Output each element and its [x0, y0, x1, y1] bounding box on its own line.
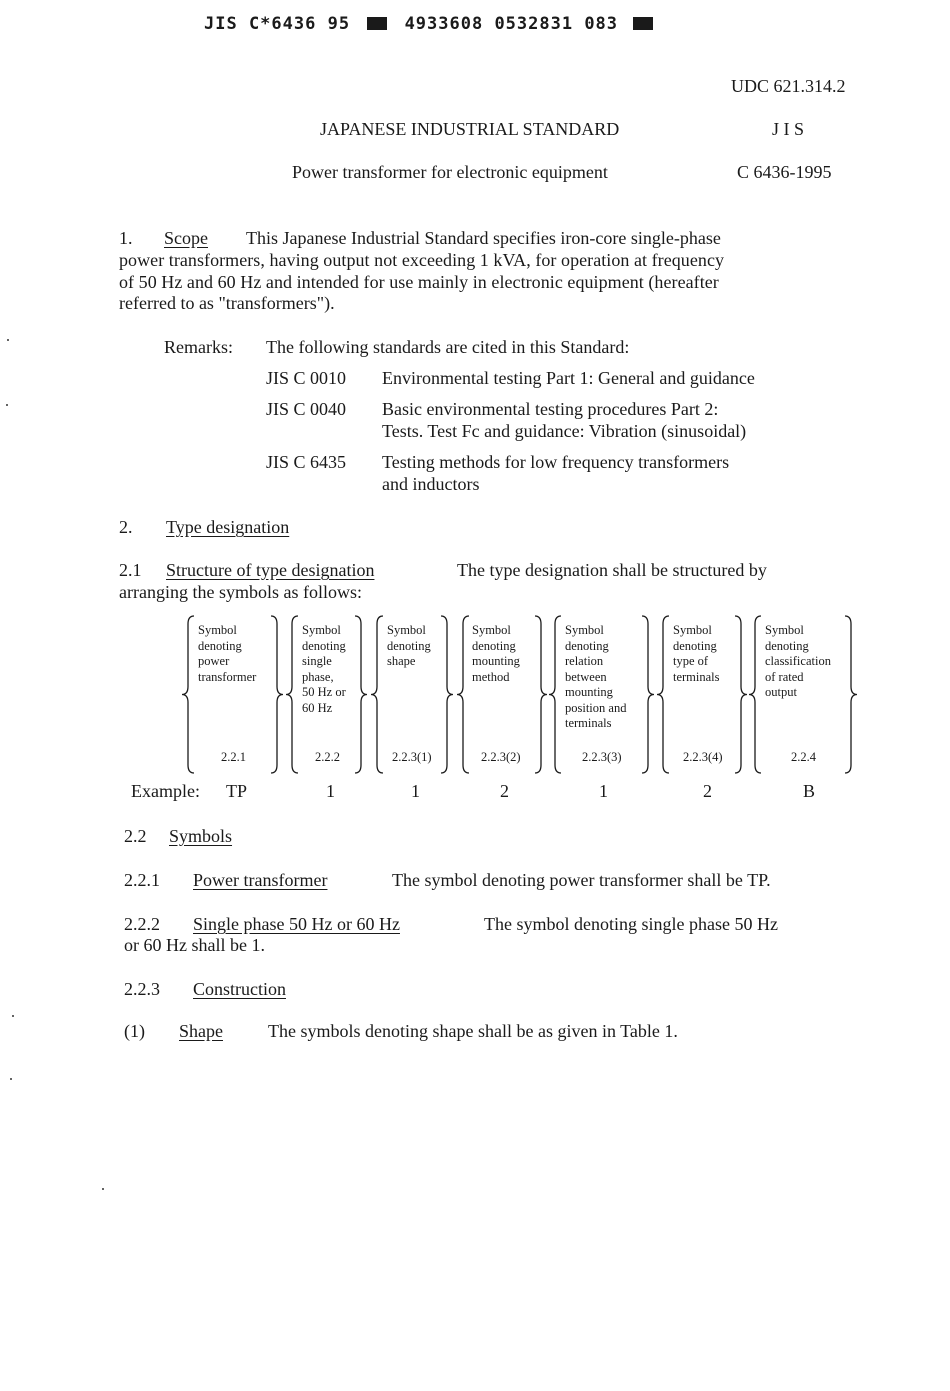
closing-brace — [642, 616, 654, 773]
clause-reference: 2.2.3(4) — [683, 750, 723, 764]
section-2-2-1-heading: Power transformer — [193, 870, 328, 890]
symbol-description: Symbol denoting shape — [387, 623, 431, 668]
jis-label: J I S — [772, 119, 805, 139]
section-2-1-text-cont: arranging the symbols as follows: — [119, 582, 362, 602]
closing-brace — [535, 616, 547, 773]
cited-standard-code: JIS C 6435 — [266, 452, 347, 472]
opening-brace — [549, 616, 561, 773]
scope-line-1: This Japanese Industrial Standard specifies iron-core single-phase — [246, 228, 721, 248]
closing-brace — [355, 616, 367, 773]
item-1-number: (1) — [124, 1021, 145, 1041]
section-2-2-1-text: The symbol denoting power transformer shall be TP. — [392, 870, 771, 890]
header-code-part2: 4933608 0532831 083 — [404, 14, 619, 34]
remarks-label: Remarks: — [164, 337, 233, 357]
clause-reference: 2.2.3(1) — [392, 750, 432, 764]
scan-speck — [12, 1015, 14, 1017]
remarks-intro: The following standards are cited in this Standard: — [266, 337, 630, 357]
section-2-2-3-number: 2.2.3 — [124, 979, 160, 999]
closing-brace — [735, 616, 747, 773]
example-symbol: 1 — [411, 781, 420, 801]
cited-standard-title-cont: and inductors — [382, 474, 480, 494]
scan-speck — [102, 1188, 104, 1190]
section-2-2-2-text-cont: or 60 Hz shall be 1. — [124, 935, 265, 955]
opening-brace — [182, 616, 194, 773]
section-2-1-heading: Structure of type designation — [166, 560, 375, 580]
opening-brace — [286, 616, 298, 773]
example-symbol: 2 — [703, 781, 712, 801]
example-symbol: 1 — [599, 781, 608, 801]
header-code-part1: JIS C*6436 95 — [204, 14, 351, 34]
scope-number: 1. — [119, 228, 133, 248]
udc-number: UDC 621.314.2 — [731, 76, 846, 96]
scan-speck — [7, 339, 9, 341]
scope-line-4: referred to as "transformers"). — [119, 293, 335, 313]
scope-line-3: of 50 Hz and 60 Hz and intended for use mainly in electronic equipment (hereafter — [119, 272, 719, 292]
cited-standard-title: Environmental testing Part 1: General and guidance — [382, 368, 755, 388]
item-1-heading: Shape — [179, 1021, 223, 1041]
scope-line-2: power transformers, having output not exceeding 1 kVA, for operation at frequency — [119, 250, 725, 270]
section-2-1-text: The type designation shall be structured by — [457, 560, 767, 580]
cited-standard-code: JIS C 0010 — [266, 368, 347, 388]
cited-standard-code: JIS C 0040 — [266, 399, 347, 419]
example-symbol: B — [803, 781, 816, 801]
opening-brace — [657, 616, 669, 773]
standard-subtitle: Power transformer for electronic equipment — [292, 162, 608, 182]
closing-brace — [441, 616, 453, 773]
standard-title: JAPANESE INDUSTRIAL STANDARD — [320, 119, 620, 139]
example-symbol: 1 — [326, 781, 335, 801]
section-2-heading: Type designation — [166, 517, 290, 537]
example-symbol: TP — [226, 781, 248, 801]
clause-reference: 2.2.1 — [221, 750, 246, 764]
section-2-2-3-heading: Construction — [193, 979, 286, 999]
symbol-description: Symbol denoting classification of rated output — [765, 623, 831, 699]
example-symbol: 2 — [500, 781, 509, 801]
section-2-2-2-text: The symbol denoting single phase 50 Hz — [484, 914, 778, 934]
example-label: Example: — [131, 781, 200, 801]
item-1-text: The symbols denoting shape shall be as given in Table 1. — [268, 1021, 678, 1041]
symbol-description: Symbol denoting type of terminals — [673, 623, 720, 684]
scan-speck — [6, 404, 8, 406]
section-2-2-number: 2.2 — [124, 826, 147, 846]
scope-heading: Scope — [164, 228, 208, 248]
clause-reference: 2.2.2 — [315, 750, 340, 764]
clause-reference: 2.2.3(2) — [481, 750, 521, 764]
section-2-2-2-number: 2.2.2 — [124, 914, 160, 934]
opening-brace — [457, 616, 469, 773]
section-2-2-2-heading: Single phase 50 Hz or 60 Hz — [193, 914, 400, 934]
section-2-1-number: 2.1 — [119, 560, 142, 580]
opening-brace — [371, 616, 383, 773]
section-2-2-1-number: 2.2.1 — [124, 870, 160, 890]
cited-standard-title-cont: Tests. Test Fc and guidance: Vibration (sinusoidal) — [382, 421, 747, 441]
opening-brace — [749, 616, 761, 773]
symbol-description: Symbol denoting relation between mounting position and terminals — [565, 623, 627, 730]
section-2-2-heading: Symbols — [169, 826, 233, 846]
clause-reference: 2.2.3(3) — [582, 750, 622, 764]
section-2-number: 2. — [119, 517, 133, 537]
clause-reference: 2.2.4 — [791, 750, 816, 764]
cited-standard-title: Basic environmental testing procedures Part 2: — [382, 399, 719, 419]
cited-standard-title: Testing methods for low frequency transformers — [382, 452, 730, 472]
symbol-description: Symbol denoting power transformer — [198, 623, 257, 684]
closing-brace — [271, 616, 283, 773]
scan-speck — [10, 1078, 12, 1080]
standard-number: C 6436-1995 — [737, 162, 832, 182]
closing-brace — [845, 616, 857, 773]
symbol-description: Symbol denoting mounting method — [472, 623, 520, 684]
symbol-description: Symbol denoting single phase, 50 Hz or 60 Hz — [302, 623, 346, 715]
